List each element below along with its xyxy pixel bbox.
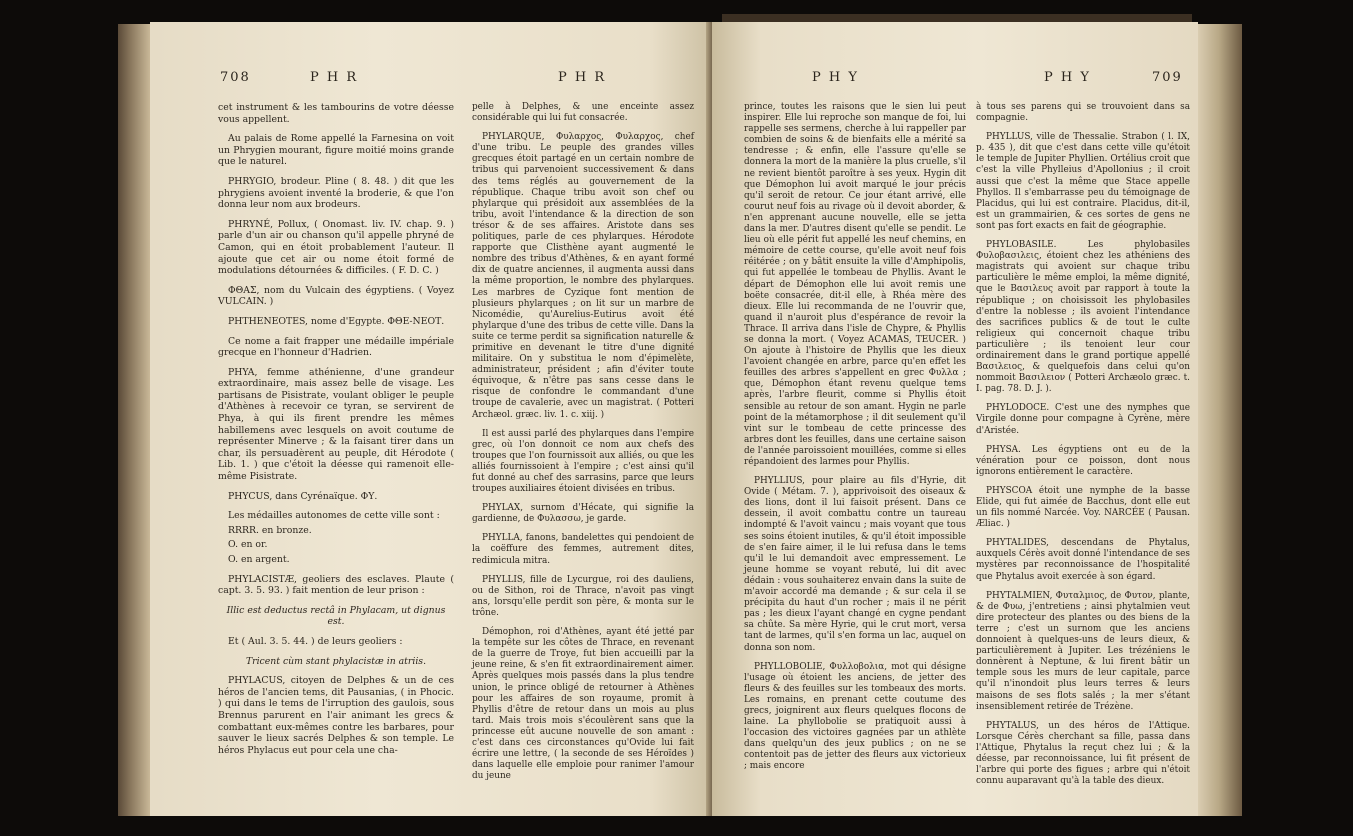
paragraph: à tous ses parens qui se trouvoient dans sa compagnie. (976, 102, 1190, 124)
right-page (712, 22, 1198, 816)
paragraph: Et ( Aul. 3. 5. 44. ) de leurs geoliers : (228, 635, 403, 647)
paragraph: PHYLACISTÆ, geoliers des esclaves. Plaute ( capt. 3. 5. 93. ) fait mention de leur prison : (218, 573, 454, 597)
left-column-1 (218, 102, 454, 764)
paragraph: O. en argent. (228, 554, 290, 565)
paragraph: PHYLAX, surnom d'Hécate, qui signifie la gardienne, de Φυλασσω, je garde. (472, 503, 694, 525)
page-number: 708 (220, 70, 251, 85)
paragraph: Illic est deductus rectâ in Phylacam, ut dignus est. (226, 604, 446, 628)
paragraph: PHYLODOCE. C'est une des nymphes que Virgile donne pour compagne à Cyrène, mère d'Aristée. (976, 403, 1190, 436)
left-book-edge (118, 24, 150, 816)
paragraph: PHYSCOA étoit une nymphe de la basse Elide, qui fut aimée de Bacchus, dont elle eut un fils nommé Narcée. Voy. NARCÉE ( Pausan. Æliac. ) (976, 485, 1190, 530)
running-head-right: P H Y (1044, 70, 1091, 85)
left-column-2 (472, 102, 694, 790)
running-head-left: P H R (310, 70, 359, 85)
left-page (150, 22, 718, 816)
paragraph: PHYLACUS, citoyen de Delphes & un de ces héros de l'ancien tems, dit Pausanias, ( in Phocic. ) qui dans le tems de l'irruption des gaulois, sous Brennus parurent en l'air animant les grecs & combattant eux-mêmes contre les barbares, pour sauver le lieux sacrés Delphes & son temple. Le héros Phylacus eut pour cela une cha- (218, 675, 454, 756)
paragraph: Il est aussi parlé des phylarques dans l'empire grec, où l'on donnoit ce nom aux chefs des troupes que l'on fournissoit aux alliés, ou que les alliés fournissoient à l'empire ; c'est ainsi qu'il fut donné au chef des sarrasins, parce que leurs troupes auxiliaires étoient divisées en tribus. (472, 428, 694, 495)
paragraph: Au palais de Rome appellé la Farnesina on voit un Phrygien mourant, figure moitié moins grande que le naturel. (218, 133, 454, 168)
paragraph: prince, toutes les raisons que le sien lui peut inspirer. Elle lui reproche son manque de foi, lui rappelle ses sermens, cherche à lui rappeller par combien de soins & de bienfaits elle a mérité sa tendresse ; & enfin, elle l'assure qu'elle se donnera la mort de la manière la plus cruelle, s'il ne revient bientôt paroître à ses yeux. Hygin dit que Démophon lui avoit marqué le jour précis qu'il seroit de retour. Ce jour étant arrivé, elle courut neuf fois au rivage où il devoit aborder, & n'en apprenant aucune nouvelle, elle se jetta dans la mer. D'autres disent qu'elle se pendit. Le lieu où elle périt fut appellé les neuf chemins, en mémoire de cette course, qu'elle avoit neuf fois réitérée ; on y bâtit ensuite la ville d'Amphipolis, qui fut appellée le tombeau de Phyllis. Avant le départ de Démophon elle lui avoit remis une boëte consacrée, dit-il elle, à Rhéa mère des dieux. Elle lui recommanda de ne l'ouvrir que, quand il n'auroit plus d'espérance de revoir la Thrace. Il arriva dans l'isle de Chypre, & Phyllis se donna la mort. ( Voyez ACAMAS, TEUCER. ) On ajoute à l'histoire de Phyllis que les dieux l'avoient changée en arbre, parce qu'en effet les feuilles des arbres s'appellent en grec Φυλλα ; que, Démophon étant revenu quelque tems après, l'arbre fleurit, comme si Phyllis étoit sensible au retour de son amant. Hygin ne parle point de la métamorphose ; il dit seulement qu'il vint sur le tombeau de cette princesse des arbres dont les feuilles, dans une certaine saison de l'année paroissoient mouillées, comme si elles répandoient des larmes pour Phyllis. (744, 102, 966, 467)
right-book-edge (1196, 24, 1242, 816)
paragraph: PHYLLIS, fille de Lycurgue, roi des dauliens, ou de Sithon, roi de Thrace, n'avoit pas vingt ans, lorsqu'elle perdit son père, & monta sur le trône. (472, 574, 694, 618)
paragraph: Ce nome a fait frapper une médaille impériale grecque en l'honneur d'Hadrien. (218, 335, 454, 359)
paragraph: PHYLLUS, ville de Thessalie. Strabon ( l. IX, p. 435 ), dit que c'est dans cette ville qu'étoit le temple de Jupiter Phyllien. Ortélius croit que c'est la ville Phylleius d'Apollonius ; il croit aussi que c'est la même que Stace appelle Phyllos. Il s'embarrasse peu du témoignage de Placidus, qui lui est contraire. Placidus, dit-il, est un grammairien, & ces sortes de gens ne sont pas fort exacts en fait de géographie. (976, 132, 1190, 231)
paragraph: PHRYNÉ, Pollux, ( Onomast. liv. IV. chap. 9. ) parle d'un air ou chanson qu'il appelle phryné de Camon, qui en étoit probablement l'auteur. Il ajoute que cet air ou nome étoit formé de modulations détournées & difficiles. ( F. D. C. ) (218, 218, 454, 277)
paragraph: Les médailles autonomes de cette ville sont : (228, 510, 440, 522)
paragraph: Démophon, roi d'Athènes, ayant été jetté par la tempête sur les côtes de Thrace, en revenant de la guerre de Troye, fut bien accueilli par la jeune reine, & s'en fit extraordinairement aimer. Après quelques mois passés dans la plus tendre union, le prince obligé de retourner à Athènes pour les affaires de son royaume, promit à Phyllis d'être de retour dans un mois au plus tard. Mais trois mois s'écoulèrent sans que la princesse eût aucune nouvelle de son amant : c'est dans ces circonstances qu'Ovide lui fait écrire une lettre, ( la seconde de ses Héroïdes ) dans laquelle elle emploie pour ranimer l'amour du jeune (472, 627, 694, 782)
paragraph: PHYLARQUE, Φυλαρχος, Φυλαρχος, chef d'une tribu. Le peuple des grandes villes grecques étoit partagé en un certain nombre de tribus qui parvenoient successivement & dans des tems réglés au gouvernement de la république. Chaque tribu avoit son chef ou phylarque qui présidoit aux assemblées de la tribu, avoit l'intendance & la direction de son trésor & de ses affaires. Aristote dans ses politiques, parle de ces phylarques. Hérodote rapporte que Clisthène ayant augmenté le nombre des tribus d'Athènes, & en ayant formé dix de quatre anciennes, il augmenta aussi dans la même proportion, le nombre des phylarques. Les marbres de Cyzique font mention de plusieurs phylarques ; on lit sur un marbre de Nicomédie, qu'Aurelius-Eutirus avoit été phylarque d'une des tribus de cette ville. Dans la suite ce terme perdit sa signification naturelle & primitive en devenant le titre d'une dignité militaire. On y substitua le nom d'épimelète, administrateur, président ; afin d'éviter toute équivoque, & n'être pas sans cesse dans le risque de confondre le commandant d'une troupe de cavalerie, avec un magistrat. ( Potteri Archæol. græc. liv. 1. c. xiij. ) (472, 132, 694, 420)
paragraph: cet instrument & les tambourins de votre déesse vous appellent. (218, 102, 454, 125)
paragraph: PHYTALIDES, descendans de Phytalus, auxquels Cérès avoit donné l'intendance de ses mystères par reconnoissance de l'hospitalité que Phytalus avoit exercée à son égard. (976, 538, 1190, 582)
paragraph: PHTHENEOTES, nome d'Egypte. ΦΘΕ-ΝΕΟΤ. (228, 315, 445, 327)
paragraph: ΦΘΑΣ, nom du Vulcain des égyptiens. ( Voyez VULCAIN. ) (218, 284, 454, 308)
paragraph: O. en or. (228, 539, 268, 551)
paragraph: Tricent cùm stant phylacistæ in atriis. (245, 655, 427, 667)
running-head-left: P H Y (812, 70, 859, 85)
paragraph: PHYLLA, fanons, bandelettes qui pendoient de la coëffure des femmes, autrement dites, redimicula mitra. (472, 533, 694, 566)
paragraph: PHYLOBASILE. Les phylobasiles Φυλοβασιλεις, étoient chez les athéniens des magistrats qui avoient sur chaque tribu particulière le même emploi, la même dignité, que le Βασιλευς avoit par rapport à toute la république ; on choisissoit les phylobasiles d'entre la noblesse ; ils avoient l'intendance des sacrifices publics & de tout le culte religieux qui concernoit chaque tribu particulière ; ils tenoient leur cour ordinairement dans le grand portique appellé Βασιλειος, & quelquefois dans celui qu'on nommoit Βασιλειον ( Potteri Archæolo græc. t. I. pag. 78. D. J. ). (976, 240, 1190, 395)
paragraph: PHYSA. Les égyptiens ont eu de la vénération pour ce poisson, dont nous ignorons entièrement le caractère. (976, 444, 1190, 477)
paragraph: pelle à Delphes, & une enceinte assez considérable qui lui fut consacrée. (472, 102, 694, 124)
paragraph: PHYLLIUS, pour plaire au fils d'Hyrie, dit Ovide ( Métam. 7. ), apprivoisoit des oiseaux & des lions, dont il lui faisoit présent. Dans ce dessein, il avoit combattu contre un taureau indompté & l'avoit vaincu ; mais voyant que tous ses soins étoient inutiles, & qu'il étoit impossible de s'en faire aimer, il le lui refusa dans le tems qu'il le lui demandoit avec empressement. Le jeune homme se voyant rebuté, lui dit avec dédain : vous souhaiterez envain dans la suite de m'avoir accordé ma demande ; & sur cela il se précipita du haut d'un rocher ; mais il ne périt pas ; les dieux l'ayant changé en cygne pendant sa chûte. Sa mère Hyrie, qui le crut mort, versa tant de larmes, qu'il s'en forma un lac, auquel on donna son nom. (744, 476, 966, 653)
paragraph: PHYLLOBOLIE, Φυλλοβολια, mot qui désigne l'usage où étoient les anciens, de jetter des fleurs & des feuilles sur les tombeaux des morts. Les romains, en prenant cette coutume des grecs, joignirent aux fleurs quelques flocons de laine. La phyllobolie se pratiquoit aussi à l'occasion des victoires gagnées par un athlète dans quelqu'un des jeux publics ; on ne se contentoit pas de jetter des fleurs aux victorieux ; mais encore (744, 661, 966, 772)
paragraph: PHRYGIO, brodeur. Pline ( 8. 48. ) dit que les phrygiens avoient inventé la broderie, & que l'on donna leur nom aux brodeurs. (218, 175, 454, 211)
right-column-2 (976, 102, 1190, 795)
running-head-right: P H R (558, 70, 607, 85)
paragraph: RRRR. en bronze. (228, 524, 312, 536)
page-number: 709 (1152, 70, 1183, 85)
paragraph: PHYTALMIEN, Φυταλμιος, de Φυτον, plante, & de Φυω, j'entretiens ; ainsi phytalmien veut dire protecteur des plantes ou des biens de la terre ; c'est un surnom que les anciens donnoient à quelques-uns de leurs dieux, & particulièrement à Jupiter. Les trézéniens le donnèrent à Neptune, & lui firent bâtir un temple sous les murs de leur capitale, parce qu'il n'inondoit plus leurs terres & leurs maisons de ses flots salés ; la mer s'étant insensiblement retirée de Trézène. (976, 590, 1190, 712)
right-column-1 (744, 102, 966, 781)
paragraph: PHYA, femme athénienne, d'une grandeur extraordinaire, mais assez belle de visage. Les partisans de Pisistrate, voulant obliger le peuple d'Athènes à recevoir ce tyran, se servirent de Phya, à qui ils firent prendre les mêmes habillemens avec lesquels on avoit coutume de représenter Minerve ; & la faisant tirer dans un char, ils persuadèrent au peuple, dit Hérodote ( Lib. 1. ) que c'étoit la déesse qui ramenoit elle-même Pisistrate. (218, 366, 454, 483)
paragraph: PHYCUS, dans Cyrénaïque. ΦΥ. (228, 490, 378, 502)
paragraph: PHYTALUS, un des héros de l'Attique. Lorsque Cérès cherchant sa fille, passa dans l'Attique, Phytalus la reçut chez lui ; & la déesse, par reconnoissance, lui fit présent de l'arbre qui porte des figues ; arbre qui n'étoit connu auparavant qu'à la table des dieux. (976, 720, 1190, 787)
